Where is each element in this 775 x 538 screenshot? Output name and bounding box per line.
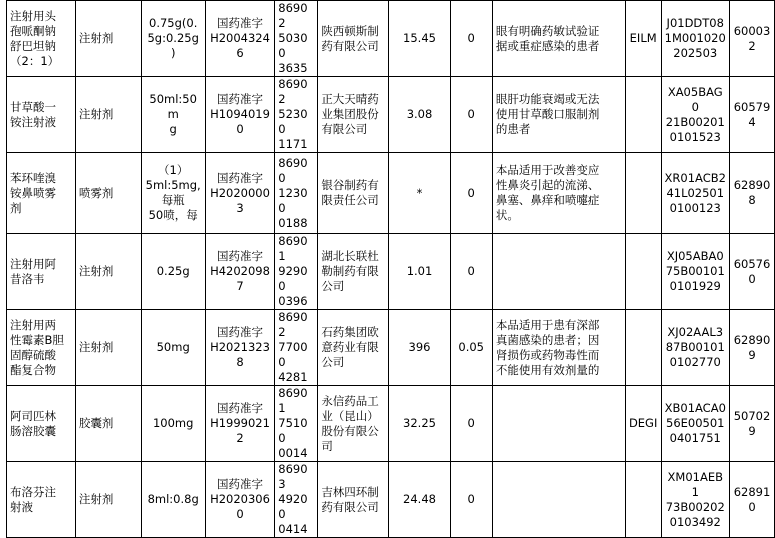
price-cell: 15.45 — [389, 1, 450, 77]
price-cell: 32.25 — [389, 386, 450, 462]
drug-code-cell: 86902 52300 1171 — [275, 77, 318, 153]
table-row — [7, 77, 775, 153]
ratio-cell: 0 — [450, 77, 492, 153]
spec-cell: 50mg — [141, 310, 205, 386]
serial-number-cell: 507029 — [729, 386, 774, 462]
ratio-cell: 0 — [450, 1, 492, 77]
price-cell: 1.01 — [389, 234, 450, 310]
dosage-form-cell: 注射剂 — [75, 462, 141, 538]
spec-cell: 8ml:0.8g — [141, 462, 205, 538]
flag-cell — [625, 462, 661, 538]
restriction-cell: 本品适用于改善变应 性鼻炎引起的流涕、 鼻塞、鼻痒和喷嚏症 状。 — [492, 153, 625, 234]
drug-code-cell: 86900 12300 0188 — [275, 153, 318, 234]
insurance-code-cell: XA05BAG0 21B00201 0101523 — [661, 77, 729, 153]
table-row — [7, 234, 775, 310]
insurance-code-cell: XM01AEB1 73B00202 0103492 — [661, 462, 729, 538]
approval-number-cell: 国药准字 H20203060 — [205, 462, 275, 538]
drug-list-table — [6, 0, 775, 538]
approval-number-cell: 国药准字 H42020987 — [205, 234, 275, 310]
serial-number-cell: 628908 — [729, 153, 774, 234]
restriction-cell — [492, 234, 625, 310]
manufacturer-cell: 永信药品工 业（昆山） 股份有限公 司 — [318, 386, 389, 462]
flag-cell: EILM — [625, 1, 661, 77]
insurance-code-cell: XR01ACB2 41L02501 0100123 — [661, 153, 729, 234]
restriction-cell — [492, 462, 625, 538]
manufacturer-cell: 陕西顿斯制 药有限公司 — [318, 1, 389, 77]
table-row — [7, 462, 775, 538]
drug-name-cell: 甘草酸一 铵注射液 — [7, 77, 76, 153]
restriction-cell: 本品适用于患有深部 真菌感染的患者；因 肾损伤或药物毒性而 不能使用有效剂量的 — [492, 310, 625, 386]
ratio-cell: 0.05 — [450, 310, 492, 386]
table-row — [7, 153, 775, 234]
restriction-cell: 眼有明确药敏试验证 据或重症感染的患者 — [492, 1, 625, 77]
dosage-form-cell: 喷雾剂 — [75, 153, 141, 234]
drug-name-cell: 注射用两 性霉素B胆 固醇硫酸 酯复合物 — [7, 310, 76, 386]
price-cell: * — [389, 153, 450, 234]
restriction-cell: 眼肝功能衰竭或无法 使用甘草酸口服制剂 的患者 — [492, 77, 625, 153]
spec-cell: 0.75g(0. 5g:0.25g ) — [141, 1, 205, 77]
flag-cell: DEGI — [625, 386, 661, 462]
dosage-form-cell: 胶囊剂 — [75, 386, 141, 462]
manufacturer-cell: 银谷制药有 限责任公司 — [318, 153, 389, 234]
drug-code-cell: 86902 77000 4281 — [275, 310, 318, 386]
insurance-code-cell: XB01ACA0 56E00501 0401751 — [661, 386, 729, 462]
flag-cell — [625, 310, 661, 386]
drug-code-cell: 86901 92900 0396 — [275, 234, 318, 310]
approval-number-cell: 国药准字 H20213238 — [205, 310, 275, 386]
dosage-form-cell: 注射剂 — [75, 1, 141, 77]
spec-cell: 0.25g — [141, 234, 205, 310]
spec-cell: 50ml:50m g — [141, 77, 205, 153]
restriction-cell — [492, 386, 625, 462]
drug-code-cell: 86901 75100 0014 — [275, 386, 318, 462]
price-cell: 396 — [389, 310, 450, 386]
price-cell: 24.48 — [389, 462, 450, 538]
insurance-code-cell: XJ02AAL3 87B00101 0102770 — [661, 310, 729, 386]
manufacturer-cell: 湖北长联杜 勒制药有限 公司 — [318, 234, 389, 310]
table-row — [7, 310, 775, 386]
flag-cell — [625, 234, 661, 310]
serial-number-cell: 628910 — [729, 462, 774, 538]
table-row — [7, 386, 775, 462]
flag-cell — [625, 153, 661, 234]
dosage-form-cell: 注射剂 — [75, 310, 141, 386]
drug-code-cell: 86903 49200 0414 — [275, 462, 318, 538]
drug-name-cell: 布洛芬注 射液 — [7, 462, 76, 538]
flag-cell — [625, 77, 661, 153]
manufacturer-cell: 吉林四环制 药有限公司 — [318, 462, 389, 538]
manufacturer-cell: 石药集团欧 意药业有限 公司 — [318, 310, 389, 386]
ratio-cell: 0 — [450, 234, 492, 310]
serial-number-cell: 605794 — [729, 77, 774, 153]
approval-number-cell: 国药准字 H20200003 — [205, 153, 275, 234]
dosage-form-cell: 注射剂 — [75, 234, 141, 310]
ratio-cell: 0 — [450, 386, 492, 462]
serial-number-cell: 605760 — [729, 234, 774, 310]
ratio-cell: 0 — [450, 462, 492, 538]
drug-name-cell: 注射用头 孢哌酮钠 舒巴坦钠 （2：1） — [7, 1, 76, 77]
approval-number-cell: 国药准字 H19990212 — [205, 386, 275, 462]
price-cell: 3.08 — [389, 77, 450, 153]
insurance-code-cell: XJ05ABA0 75B00101 0101929 — [661, 234, 729, 310]
ratio-cell: 0 — [450, 153, 492, 234]
drug-name-cell: 注射用阿 昔洛韦 — [7, 234, 76, 310]
insurance-code-cell: J01DDT08 1M001020 202503 — [661, 1, 729, 77]
spec-cell: 100mg — [141, 386, 205, 462]
approval-number-cell: 国药准字 H10940190 — [205, 77, 275, 153]
serial-number-cell: 600032 — [729, 1, 774, 77]
table-row — [7, 1, 775, 77]
drug-code-cell: 86902 50300 3635 — [275, 1, 318, 77]
dosage-form-cell: 注射剂 — [75, 77, 141, 153]
spec-cell: （1） 5ml:5mg, 每瓶 50喷，每 — [141, 153, 205, 234]
manufacturer-cell: 正大天晴药 业集团股份 有限公司 — [318, 77, 389, 153]
serial-number-cell: 628909 — [729, 310, 774, 386]
drug-name-cell: 阿司匹林 肠溶胶囊 — [7, 386, 76, 462]
drug-name-cell: 苯环喹溴 铵鼻喷雾 剂 — [7, 153, 76, 234]
approval-number-cell: 国药准字 H20043246 — [205, 1, 275, 77]
